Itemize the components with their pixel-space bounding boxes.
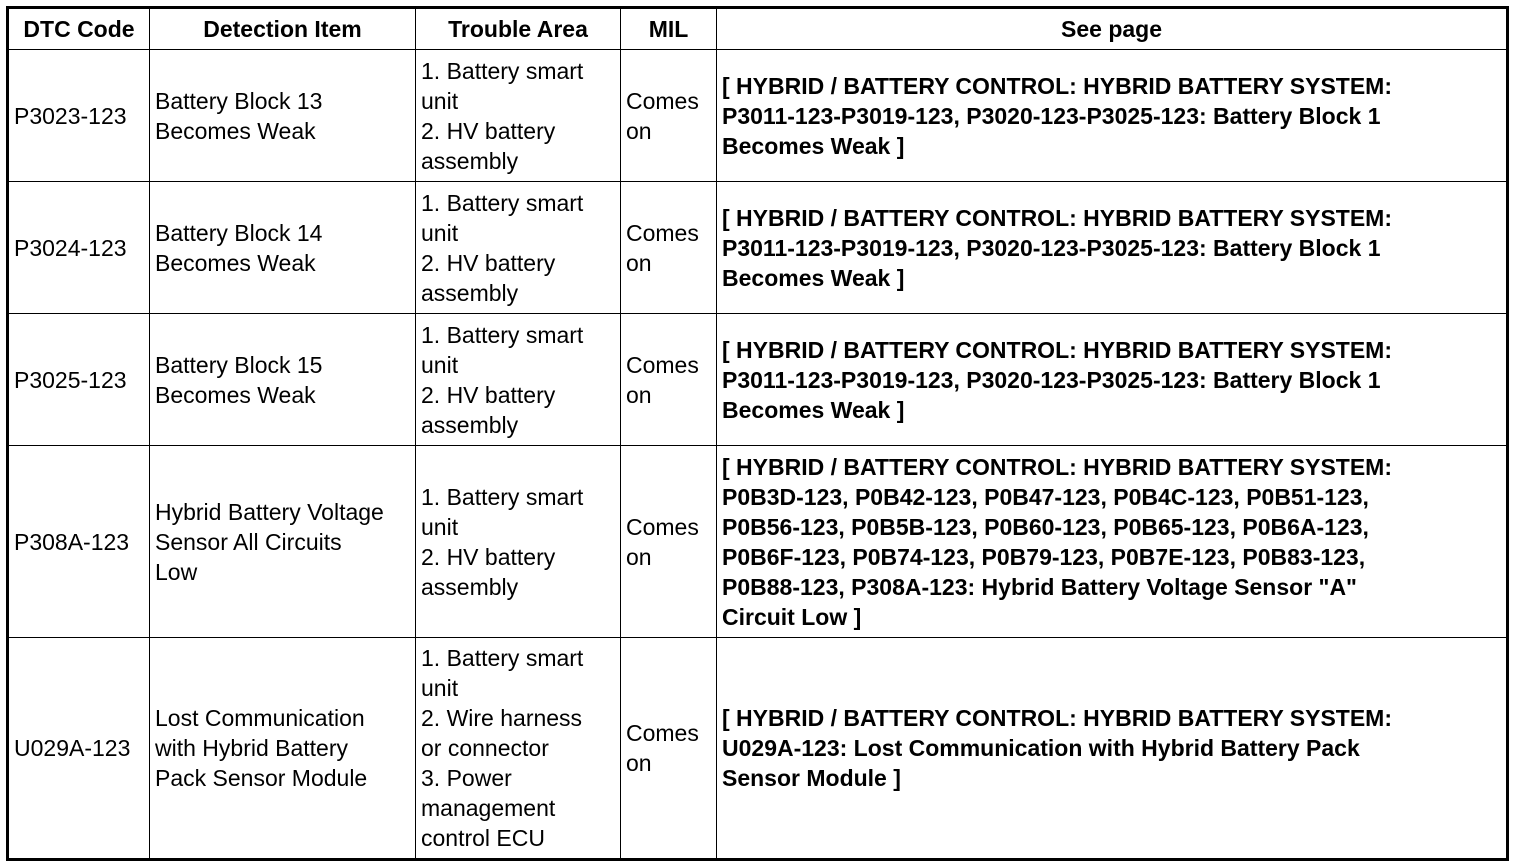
dtc-code-cell: P308A-123	[8, 446, 150, 638]
dtc-code-cell: P3025-123	[8, 314, 150, 446]
detection-item-cell: Hybrid Battery Voltage Sensor All Circuits Low	[150, 446, 416, 638]
see-page-cell: [ HYBRID / BATTERY CONTROL: HYBRID BATTERY SYSTEM: P3011-123-P3019-123, P3020-123-P3025-123: Battery Block 1 Becomes Weak ]	[717, 50, 1508, 182]
see-page-cell: [ HYBRID / BATTERY CONTROL: HYBRID BATTERY SYSTEM: P3011-123-P3019-123, P3020-123-P3025-123: Battery Block 1 Becomes Weak ]	[717, 182, 1508, 314]
mil-cell: Comes on	[621, 182, 717, 314]
dtc-code-cell: U029A-123	[8, 638, 150, 860]
table-row	[8, 182, 1508, 314]
header-dtc-code: DTC Code	[8, 8, 150, 50]
header-mil: MIL	[621, 8, 717, 50]
table-body	[8, 50, 1508, 860]
mil-cell: Comes on	[621, 638, 717, 860]
trouble-area-cell: 1. Battery smart unit 2. HV battery assembly	[416, 50, 621, 182]
dtc-table	[6, 6, 1509, 861]
trouble-area-cell: 1. Battery smart unit 2. Wire harness or connector 3. Power management control ECU	[416, 638, 621, 860]
detection-item-cell: Lost Communication with Hybrid Battery Pack Sensor Module	[150, 638, 416, 860]
mil-cell: Comes on	[621, 50, 717, 182]
see-page-cell: [ HYBRID / BATTERY CONTROL: HYBRID BATTERY SYSTEM: U029A-123: Lost Communication with Hybrid Battery Pack Sensor Module ]	[717, 638, 1508, 860]
see-page-cell: [ HYBRID / BATTERY CONTROL: HYBRID BATTERY SYSTEM: P3011-123-P3019-123, P3020-123-P3025-123: Battery Block 1 Becomes Weak ]	[717, 314, 1508, 446]
dtc-code-cell: P3023-123	[8, 50, 150, 182]
see-page-cell: [ HYBRID / BATTERY CONTROL: HYBRID BATTERY SYSTEM: P0B3D-123, P0B42-123, P0B47-123, P0B4C-123, P0B51-123, P0B56-123, P0B5B-123, P0B60-123, P0B65-123, P0B6A-123, P0B6F-123, P0B74-123, P0B79-123, P0B7E-123, P0B83-123, P0B88-123, P308A-123: Hybrid Battery Voltage Sensor "A" Circuit Low ]	[717, 446, 1508, 638]
table-row	[8, 638, 1508, 860]
header-detection-item: Detection Item	[150, 8, 416, 50]
table-row	[8, 446, 1508, 638]
header-trouble-area: Trouble Area	[416, 8, 621, 50]
dtc-code-cell: P3024-123	[8, 182, 150, 314]
detection-item-cell: Battery Block 15 Becomes Weak	[150, 314, 416, 446]
trouble-area-cell: 1. Battery smart unit 2. HV battery assembly	[416, 314, 621, 446]
table-row	[8, 50, 1508, 182]
header-row	[8, 8, 1508, 50]
trouble-area-cell: 1. Battery smart unit 2. HV battery assembly	[416, 446, 621, 638]
header-see-page: See page	[717, 8, 1508, 50]
trouble-area-cell: 1. Battery smart unit 2. HV battery assembly	[416, 182, 621, 314]
table-row	[8, 314, 1508, 446]
mil-cell: Comes on	[621, 314, 717, 446]
mil-cell: Comes on	[621, 446, 717, 638]
detection-item-cell: Battery Block 14 Becomes Weak	[150, 182, 416, 314]
table-header	[8, 8, 1508, 50]
detection-item-cell: Battery Block 13 Becomes Weak	[150, 50, 416, 182]
